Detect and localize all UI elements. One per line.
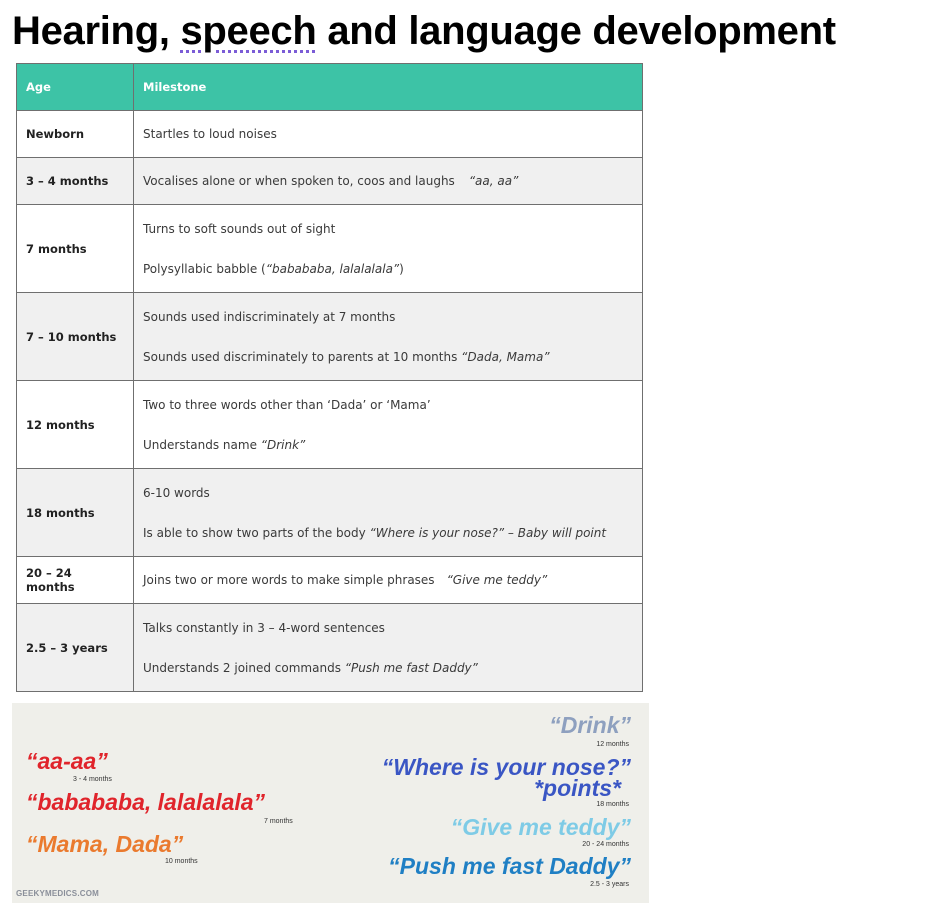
quote-age-label: 18 months [596,801,629,808]
title-part-2-underlined: speech [180,9,317,53]
quote-age-label: 20 - 24 months [582,841,629,848]
title-part-3: and language development [316,9,836,53]
quote-mama-dada: “Mama, Dada” [26,831,184,857]
milestone-text: Is able to show two parts of the body [143,525,370,540]
age-cell: 2.5 – 3 years [17,604,134,692]
milestone-line [143,570,633,590]
quote-aa-aa: “aa-aa” [26,748,108,774]
quote-drink: “Drink” [549,712,631,738]
quote-where-is-your-nose: “Where is your nose?” [381,754,631,780]
milestone-line [143,523,633,543]
milestone-quote: “aa, aa” [468,174,519,188]
milestone-line: Startles to loud noises [143,127,277,141]
quote-babababa: “babababa, lalalalala” [26,789,266,815]
milestone-text: Sounds used discriminately to parents at 10 months [143,349,462,364]
speech-quotes-banner [12,703,649,903]
page-title [12,6,836,56]
quote-age-label: 10 months [165,858,198,865]
table-row [17,205,643,293]
milestone-text: Joins two or more words to make simple phrases [143,573,435,587]
table-row [17,469,643,557]
table-row [17,381,643,469]
milestone-cell [134,293,643,381]
table-row [17,158,643,205]
milestone-quote: “Dada, Mama” [461,349,550,364]
title-part-1: Hearing, [12,9,181,53]
header-milestone: Milestone [134,64,643,111]
milestone-cell [134,557,643,604]
table-row [17,293,643,381]
quote-points: *points* [534,775,621,801]
milestone-line [143,658,633,678]
quote-age-label: 2.5 - 3 years [590,881,629,888]
milestone-quote: “Drink” [260,437,306,452]
quote-push-me-fast-daddy: “Push me fast Daddy” [388,853,631,879]
milestone-quote: “babababa, lalalalala” [265,261,400,276]
milestone-line: Talks constantly in 3 – 4-word sentences [143,620,385,635]
milestone-cell [134,158,643,205]
table-row [17,557,643,604]
age-cell: 20 – 24 months [17,557,134,604]
milestone-line: Sounds used indiscriminately at 7 months [143,309,396,324]
milestone-line: Two to three words other than ‘Dada’ or ‘Mama’ [143,397,431,412]
age-cell: 7 months [17,205,134,293]
table-row [17,604,643,692]
milestone-text: Understands 2 joined commands [143,660,345,675]
age-cell: 12 months [17,381,134,469]
age-cell: 18 months [17,469,134,557]
table-row [17,111,643,158]
milestone-line [143,171,633,191]
milestone-cell [134,205,643,293]
quote-age-label: 12 months [596,741,629,748]
age-cell: 7 – 10 months [17,293,134,381]
milestone-quote: “Push me fast Daddy” [344,660,478,675]
table-header-row [17,64,643,111]
milestone-text: Understands name [143,437,261,452]
milestone-text: Vocalises alone or when spoken to, coos and laughs [143,174,455,188]
header-age: Age [17,64,134,111]
milestone-line [143,259,633,279]
milestone-line [143,435,633,455]
age-cell: Newborn [17,111,134,158]
milestone-quote: “Give me teddy” [446,573,548,587]
milestone-quote: “Where is your nose?” – Baby will point [369,525,607,540]
milestone-line: 6-10 words [143,485,210,500]
milestone-line [143,347,633,367]
age-cell: 3 – 4 months [17,158,134,205]
quote-age-label: 3 - 4 months [73,776,112,783]
quote-age-label: 7 months [264,818,293,825]
milestone-text: ) [399,261,404,276]
brand-watermark: GEEKYMEDICS.COM [16,889,100,898]
milestone-table [16,63,643,692]
milestone-cell [134,469,643,557]
quote-give-me-teddy: “Give me teddy” [450,814,631,840]
milestone-text: Polysyllabic babble ( [143,261,266,276]
milestone-cell [134,604,643,692]
milestone-cell [134,381,643,469]
milestone-cell [134,111,643,158]
milestone-line: Turns to soft sounds out of sight [143,221,336,236]
